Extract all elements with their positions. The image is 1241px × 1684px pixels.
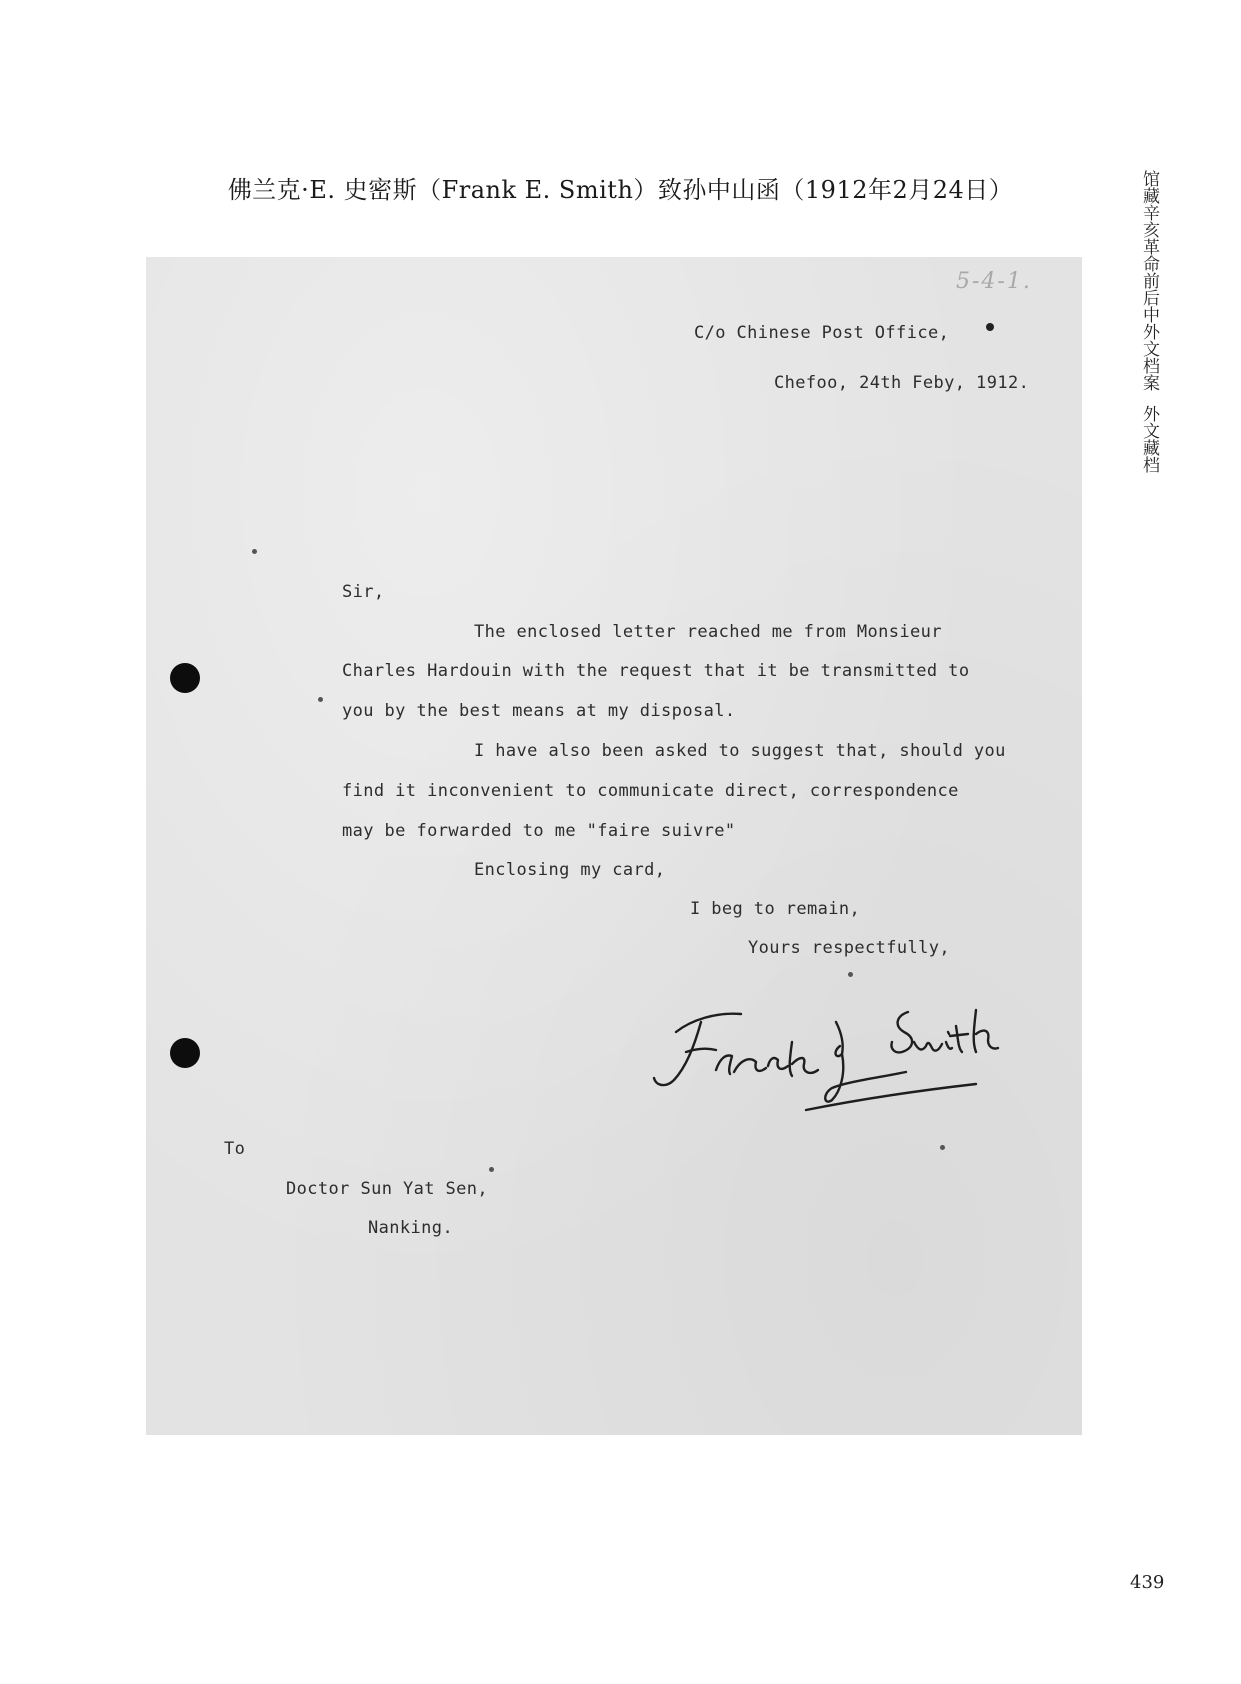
body-line-7: Enclosing my card, (474, 860, 666, 880)
page-title: 佛兰克·E. 史密斯（Frank E. Smith）致孙中山函（1912年2月24日） (227, 176, 1014, 204)
paper-speck (489, 1167, 494, 1172)
running-head-section: 外文藏档 (1139, 405, 1159, 473)
salutation: Sir, (342, 582, 385, 602)
paper-speck (848, 972, 853, 977)
recipient-to: To (224, 1139, 246, 1159)
body-line-2: Charles Hardouin with the request that it be transmitted to (342, 661, 970, 681)
sender-address-line1: C/o Chinese Post Office, (694, 323, 950, 343)
body-line-5: find it inconvenient to communicate direct, correspondence (342, 781, 959, 801)
punch-hole-upper (170, 663, 200, 693)
recipient-city: Nanking. (368, 1218, 454, 1238)
letter-scan (146, 257, 1082, 1435)
body-line-6: may be forwarded to me "faire suivre" (342, 821, 736, 841)
sender-address-date: Chefoo, 24th Feby, 1912. (774, 373, 1030, 393)
archive-number: 5-4-1. (956, 269, 1032, 294)
recipient-name: Doctor Sun Yat Sen, (286, 1179, 489, 1199)
running-head (1134, 170, 1158, 473)
paper-speck (986, 323, 994, 331)
paper-speck (318, 697, 323, 702)
signature (646, 982, 1016, 1122)
page-number: 439 (1130, 1572, 1165, 1593)
body-line-3: you by the best means at my disposal. (342, 701, 736, 721)
paper-speck (940, 1145, 945, 1150)
paper-speck (252, 549, 257, 554)
closing-line-2: Yours respectfully, (748, 938, 951, 958)
running-head-collection: 馆藏辛亥革命前后中外文档案 (1139, 170, 1159, 391)
body-line-1: The enclosed letter reached me from Monsieur (474, 622, 942, 642)
closing-line-1: I beg to remain, (690, 899, 861, 919)
body-line-4: I have also been asked to suggest that, should you (474, 741, 1006, 761)
punch-hole-lower (170, 1038, 200, 1068)
